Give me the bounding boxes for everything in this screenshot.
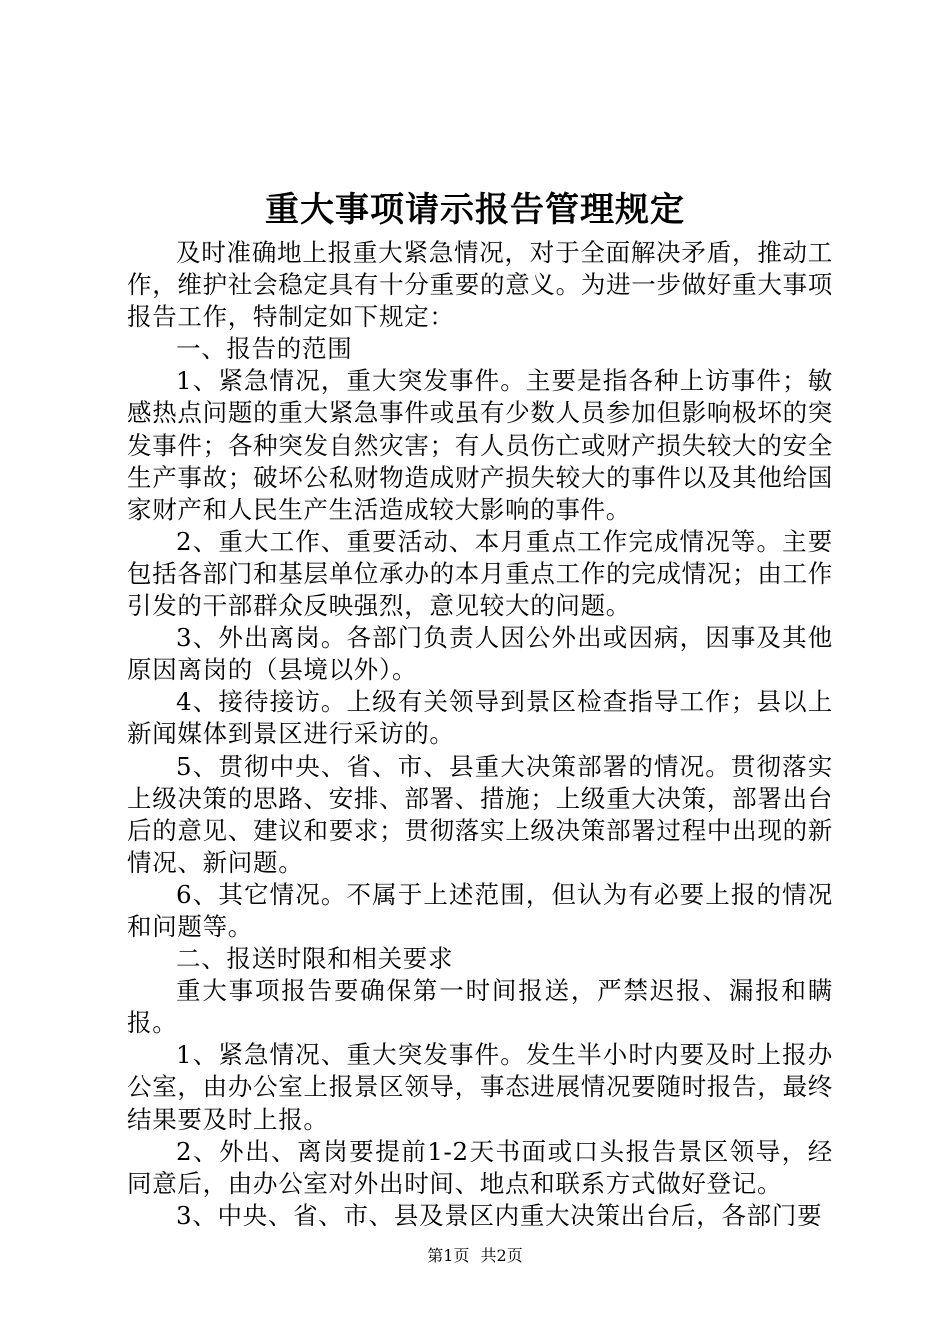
requirement-item-1: 1、紧急情况、重大突发事件。发生半小时内要及时上报办公室，由办公室上报景区领导，事态进展情况要随时报告，最终结果要及时上报。 [127, 1040, 833, 1134]
requirement-item-3: 3、中央、省、市、县及景区内重大决策出台后，各部门要 [176, 1200, 823, 1230]
scope-item-3: 3、外出离岗。各部门负责人因公外出或因病，因事及其他原因离岗的（县境以外）。 [127, 623, 833, 685]
document-title: 重大事项请示报告管理规定 [265, 190, 685, 230]
intro-paragraph: 及时准确地上报重大紧急情况，对于全面解决矛盾，推动工作，维护社会稳定具有十分重要的意义。为进一步做好重大事项报告工作，特制定如下规定： [127, 238, 833, 332]
section-heading-requirements: 二、报送时限和相关要求 [176, 944, 454, 974]
scope-item-4: 4、接待接访。上级有关领导到景区检查指导工作；县以上新闻媒体到景区进行采访的。 [127, 687, 833, 749]
document-body [127, 237, 833, 1232]
scope-item-2: 2、重大工作、重要活动、本月重点工作完成情况等。主要包括各部门和基层单位承办的本月重点工作的完成情况；由工作引发的干部群众反映强烈，意见较大的问题。 [127, 526, 833, 621]
scope-item-1: 1、紧急情况，重大突发事件。主要是指各种上访事件；敏感热点问题的重大紧急事件或虽有少数人员参加但影响极坏的突发事件；各种突发自然灾害；有人员伤亡或财产损失较大的安全生产事故；破坏公私财物造成财产损失较大的事件以及其他给国家财产和人民生产生活造成较大影响的事件。 [127, 366, 833, 524]
section-heading-scope: 一、报告的范围 [176, 334, 353, 364]
scope-item-5: 5、贯彻中央、省、市、县重大决策部署的情况。贯彻落实上级决策的思路、安排、部署、措施；上级重大决策，部署出台后的意见、建议和要求；贯彻落实上级决策部署过程中出现的新情况、新问题。 [127, 751, 833, 877]
requirements-intro: 重大事项报告要确保第一时间报送，严禁迟报、漏报和瞒报。 [127, 976, 833, 1038]
requirement-item-2: 2、外出、离岗要提前1-2天书面或口头报告景区领导，经同意后，由办公室对外出时间、地点和联系方式做好登记。 [127, 1136, 833, 1198]
page-number: 第1页 [427, 1246, 470, 1265]
page-footer [0, 1245, 950, 1267]
page-total: 共2页 [480, 1246, 523, 1265]
scope-item-6: 6、其它情况。不属于上述范围，但认为有必要上报的情况和问题等。 [127, 879, 833, 941]
